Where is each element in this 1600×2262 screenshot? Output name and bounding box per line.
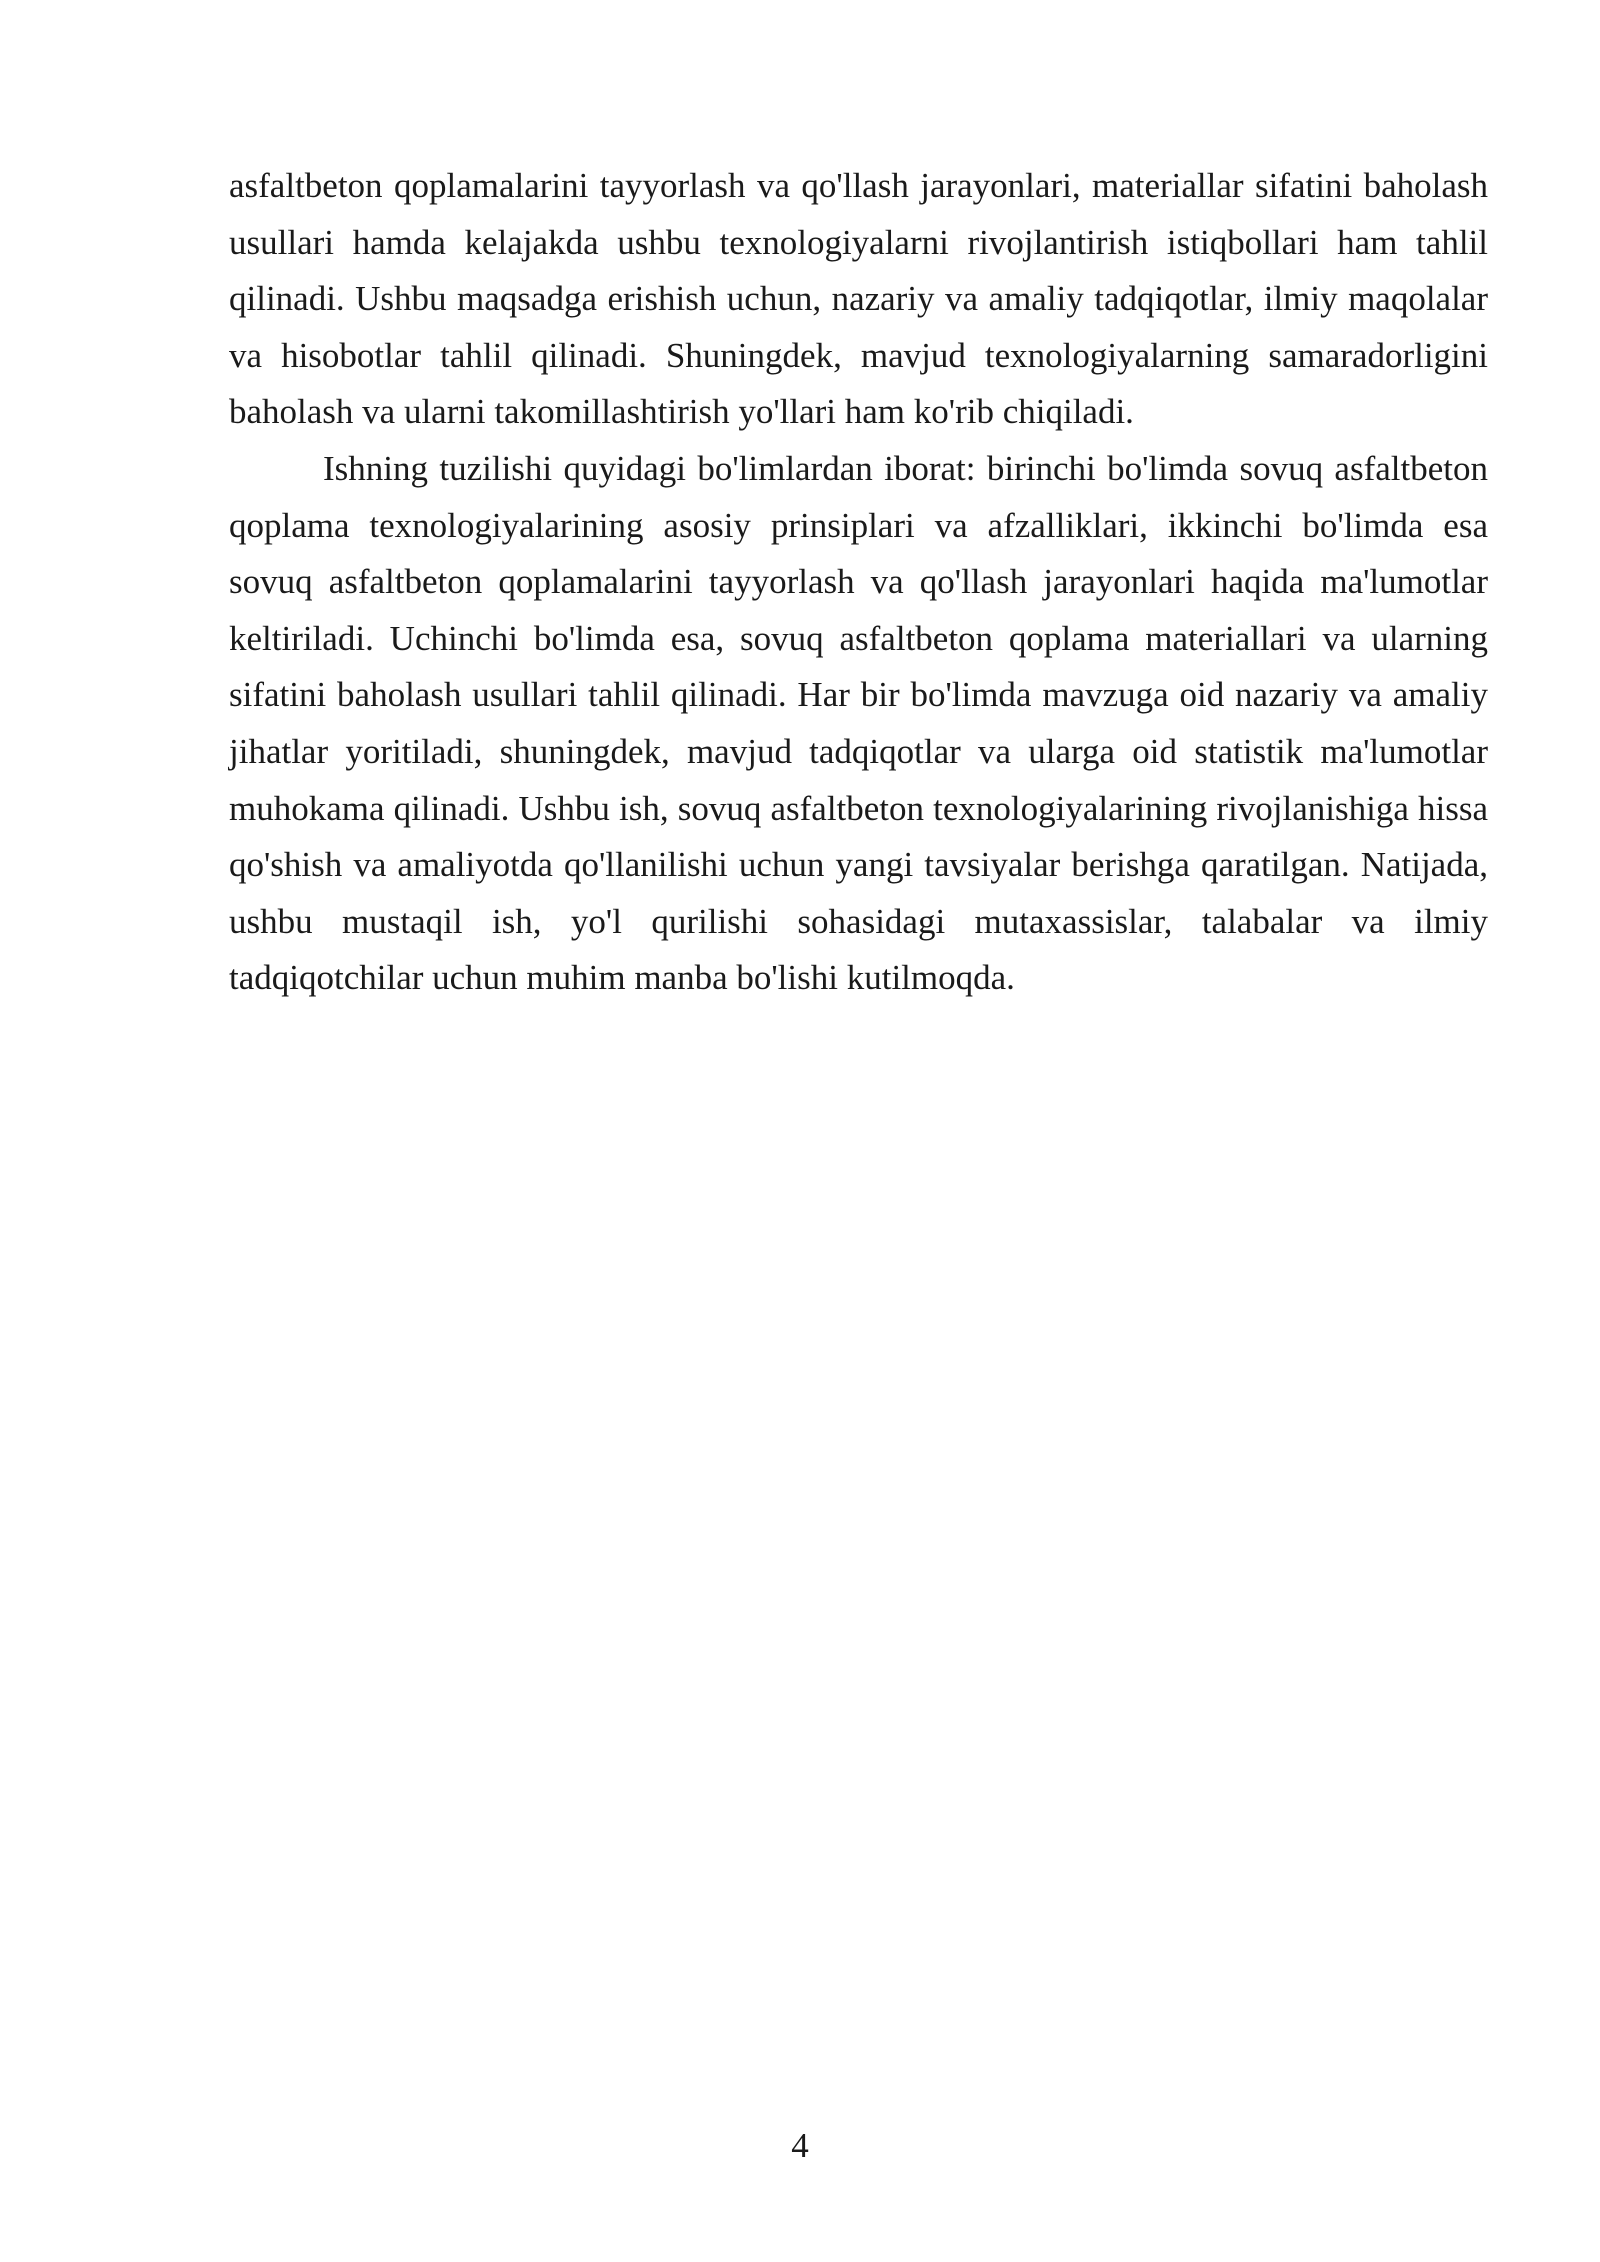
body-text <box>229 158 1488 1007</box>
paragraph-structure: Ishning tuzilishi quyidagi bo'limlardan iborat: birinchi bo'limda sovuq asfaltbeton qoplama texnologiyalarining asosiy prinsiplari va afzalliklari, ikkinchi bo'limda esa sovuq asfaltbeton qoplamalarini tayyorlash va qo'llash jarayonlari haqida ma'lumotlar keltiriladi. Uchinchi bo'limda esa, sovuq asfaltbeton qoplama materiallari va ularning sifatini baholash usullari tahlil qilinadi. Har bir bo'limda mavzuga oid nazariy va amaliy jihatlar yoritiladi, shuningdek, mavjud tadqiqotlar va ularga oid statistik ma'lumotlar muhokama qilinadi. Ushbu ish, sovuq asfaltbeton texnologiyalarining rivojlanishiga hissa qo'shish va amaliyotda qo'llanilishi uchun yangi tavsiyalar berishga qaratilgan. Natijada, ushbu mustaqil ish, yo'l qurilishi sohasidagi mutaxassislar, talabalar va ilmiy tadqiqotchilar uchun muhim manba bo'lishi kutilmoqda. <box>229 448 1488 998</box>
page-number: 4 <box>791 2126 809 2165</box>
paragraph-continuation: asfaltbeton qoplamalarini tayyorlash va qo'llash jarayonlari, materiallar sifatini baholash usullari hamda kelajakda ushbu texnologiyalarni rivojlantirish istiqbollari ham tahlil qilinadi. Ushbu maqsadga erishish uchun, nazariy va amaliy tadqiqotlar, ilmiy maqolalar va hisobotlar tahlil qilinadi. Shuningdek, mavjud texnologiyalarning samaradorligini baholash va ularni takomillashtirish yo'llari ham ko'rib chiqiladi. <box>229 166 1488 432</box>
